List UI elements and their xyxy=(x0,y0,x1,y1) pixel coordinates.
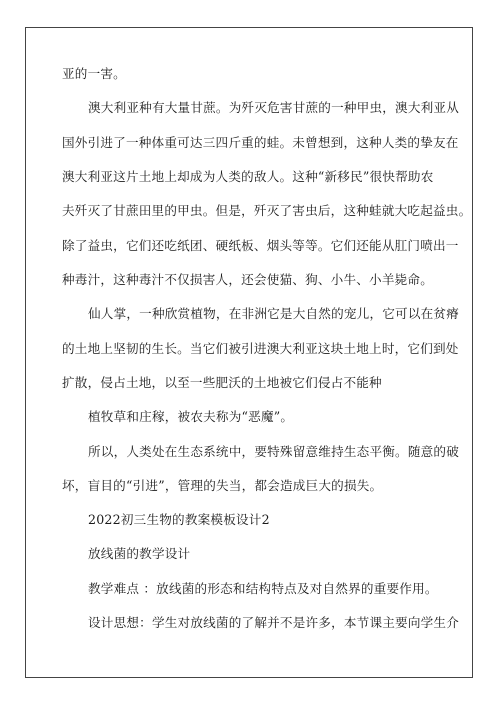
section-heading: 2022初三生物的教案模板设计2 xyxy=(88,512,270,527)
text-line: 的土地上坚韧的生长。当它们被引进澳大利亚这块土地上时，它们到处 xyxy=(62,341,459,356)
text-line: 澳大利亚这片土地上却成为人类的敌人。这种“新移民”很快帮助农 xyxy=(62,169,434,184)
text-line: 国外引进了一种体重可达三四斤重的蛙。未曾想到，这种人类的挚友在 xyxy=(62,135,459,150)
section-subheading: 放线菌的教学设计 xyxy=(88,546,191,561)
text-line: 教学难点 ：放线菌的形态和结构特点及对自然界的重要作用。 xyxy=(88,581,438,596)
text-line: 种毒汁，这种毒汁不仅损害人，还会使猫、狗、小牛、小羊毙命。 xyxy=(62,272,434,287)
text-line: 亚的一害。 xyxy=(62,66,126,81)
text-line: 除了益虫，它们还吃纸团、硬纸板、烟头等等。它们还能从肛门喷出一 xyxy=(62,238,459,253)
text-line: 夫歼灭了甘蔗田里的甲虫。但是，歼灭了害虫后，这种蛙就大吃起益虫。 xyxy=(62,203,472,218)
text-line: 澳大利亚种有大量甘蔗。为歼灭危害甘蔗的一种甲虫，澳大利亚从 xyxy=(88,100,460,115)
text-line: 植牧草和庄稼，被农夫称为“恶魔”。 xyxy=(88,409,294,424)
text-line: 仙人掌，一种欣赏植物，在非洲它是大自然的宠儿，它可以在贫瘠 xyxy=(88,306,460,321)
text-line: 扩散，侵占土地，以至一些肥沃的土地被它们侵占不能种 xyxy=(62,375,382,390)
text-line: 坏，盲目的“引进”，管理的失当，都会造成巨大的损失。 xyxy=(62,478,383,493)
text-line: 所以，人类处在生态系统中，要特殊留意维持生态平衡。随意的破 xyxy=(88,444,460,459)
text-line: 设计思想：学生对放线菌的了解并不是许多，本节课主要向学生介 xyxy=(88,615,460,630)
